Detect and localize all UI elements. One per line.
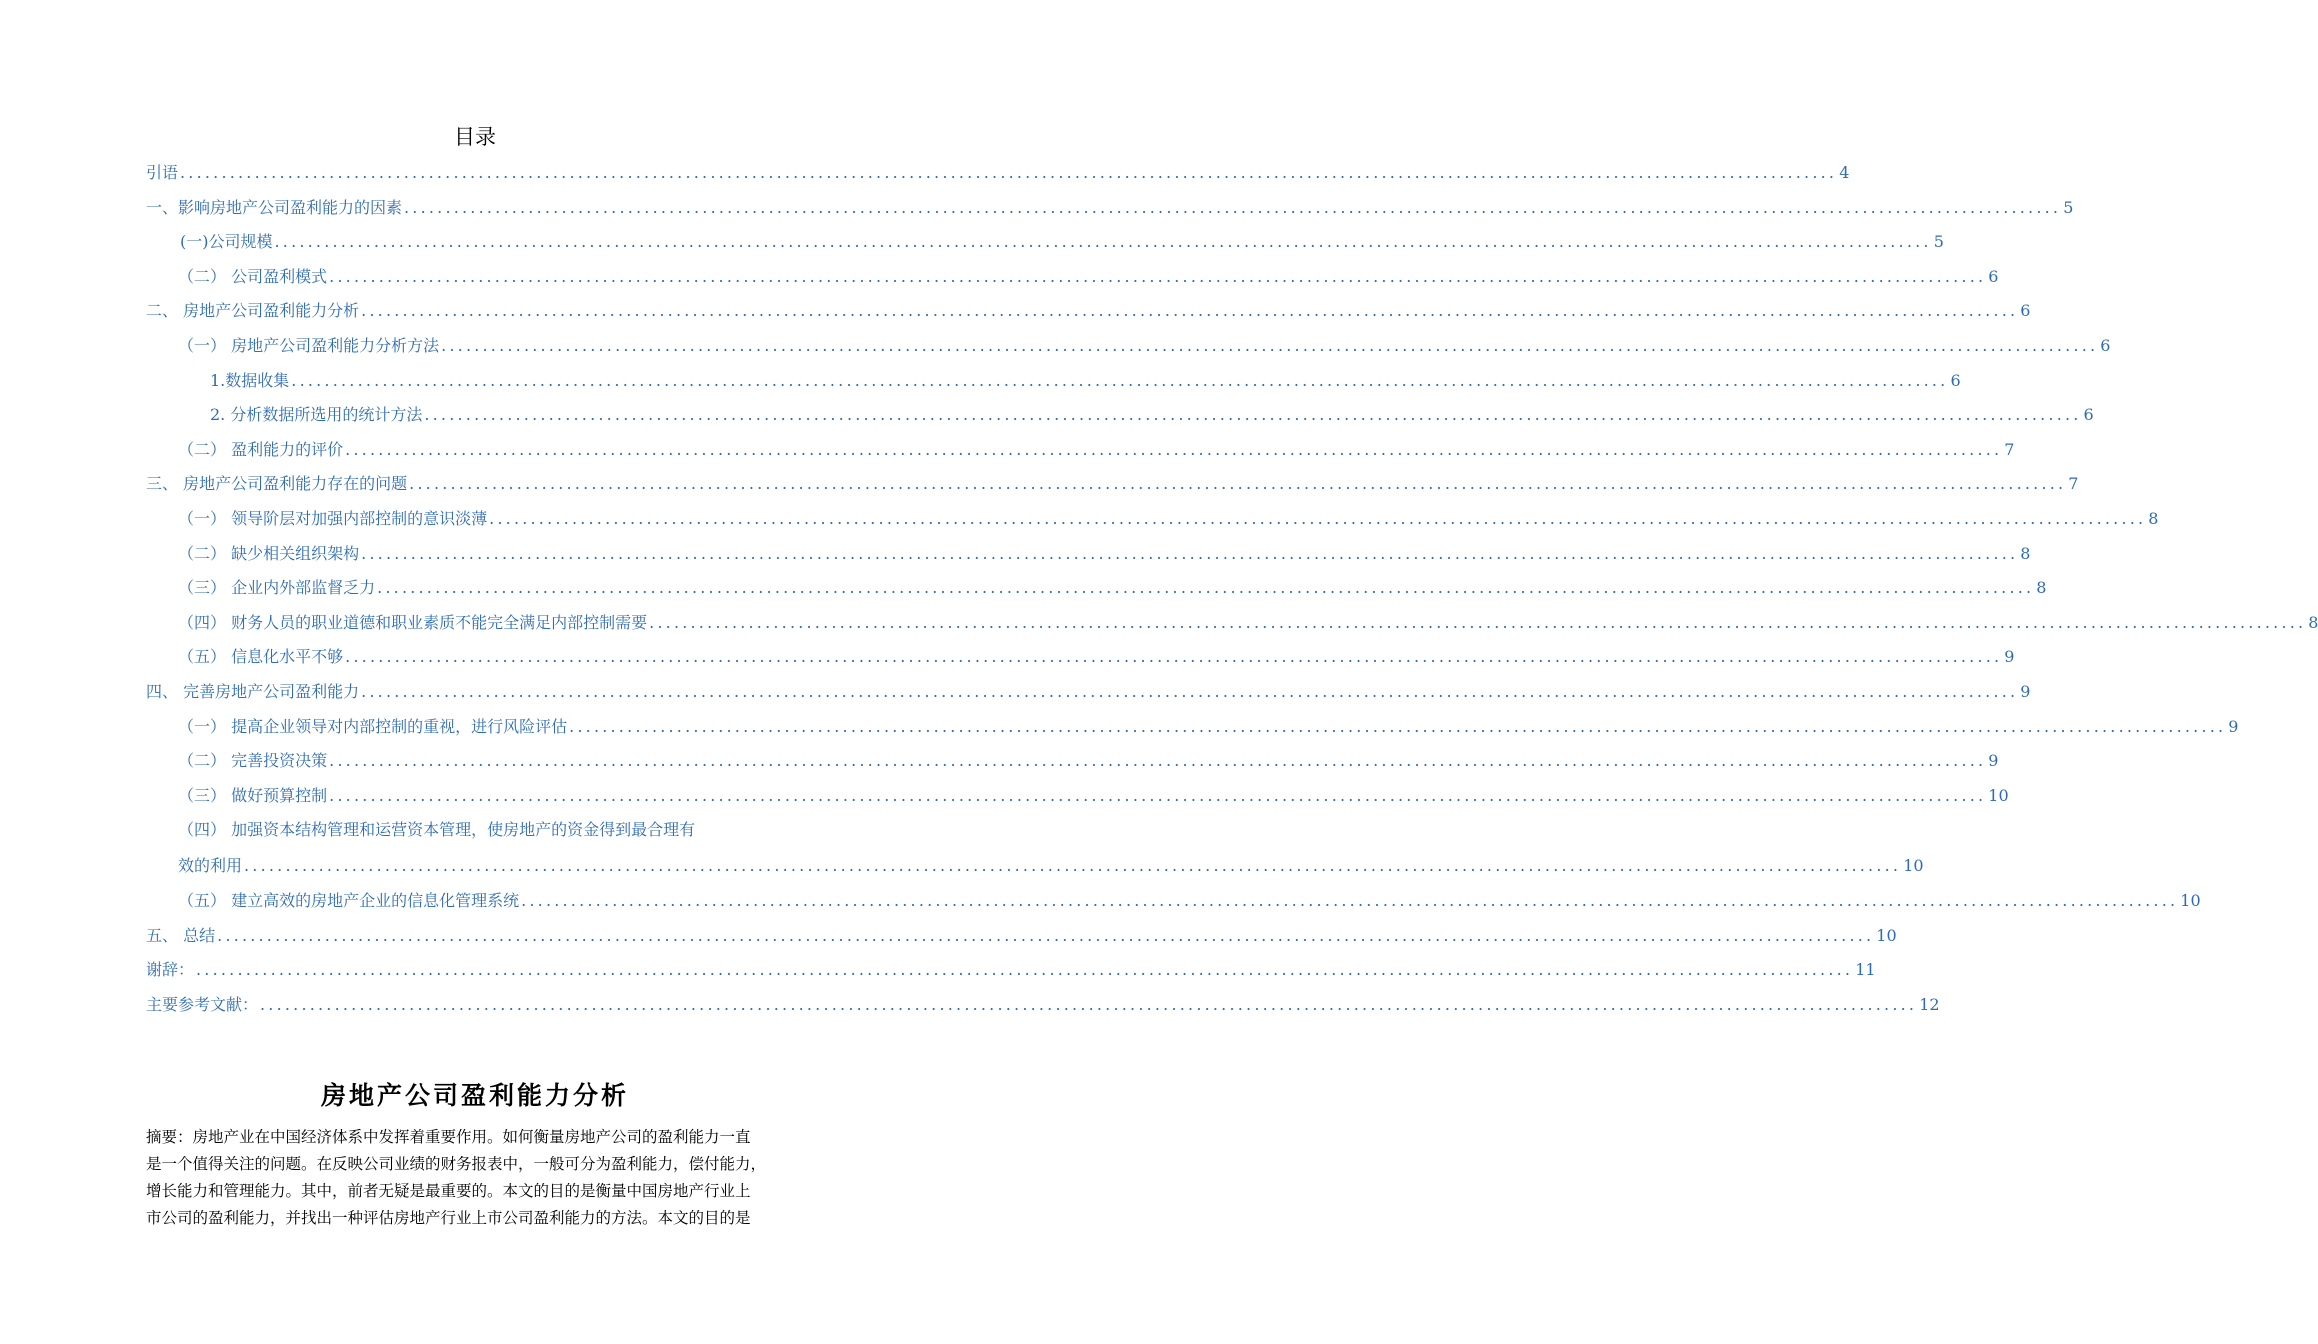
toc-page-number: 6 <box>2100 336 2111 355</box>
toc-entry[interactable] <box>178 506 2159 534</box>
toc-page-number: 9 <box>1988 751 1999 771</box>
toc-entry-text: （一） 房地产公司盈利能力分析方法 <box>178 336 440 355</box>
toc-dot-leader: ........................................................................................................................................................................................................ <box>180 163 1838 182</box>
toc-entry-text: （一） 提高企业领导对内部控制的重视，进行风险评估 <box>178 716 568 736</box>
toc-entry[interactable] <box>178 714 2239 742</box>
toc-dot-leader: ........................................................................................................................................................................................................ <box>345 647 2003 667</box>
toc-entry[interactable] <box>146 298 2031 326</box>
toc-entry[interactable] <box>178 783 2009 811</box>
toc-entry-text: 五、 总结 <box>146 925 216 945</box>
toc-entry[interactable] <box>178 817 808 845</box>
toc-page-number: 8 <box>2308 612 2318 632</box>
toc-dot-leader: ........................................................................................................................................................................................................ <box>569 716 2227 736</box>
toc-entry[interactable] <box>210 402 2094 430</box>
toc-entry[interactable] <box>146 992 1940 1020</box>
toc-entry[interactable] <box>178 748 1999 776</box>
toc-dot-leader: ........................................................................................................................................................................................................ <box>244 856 1902 876</box>
toc-entry-text: 一、影响房地产公司盈利能力的因素 <box>146 197 403 217</box>
toc-page-number: 9 <box>2020 682 2031 701</box>
toc-page-number: 10 <box>2180 891 2201 910</box>
document-title: 房地产公司盈利能力分析 <box>320 1081 629 1110</box>
toc-entry-text: 三、 房地产公司盈利能力存在的问题 <box>146 474 408 494</box>
toc-entry[interactable] <box>146 923 1897 951</box>
toc-entry[interactable] <box>178 264 1999 292</box>
toc-entry[interactable] <box>178 541 2031 569</box>
toc-title: 目录 <box>454 125 496 149</box>
toc-entry[interactable] <box>146 471 2079 499</box>
abstract <box>146 1124 808 1232</box>
toc-entry-text: 效的利用 <box>178 856 243 876</box>
toc-page-number: 4 <box>1839 163 1850 182</box>
toc-dot-leader: ........................................................................................................................................................................................................ <box>409 474 2067 494</box>
toc-entry[interactable] <box>178 610 2318 638</box>
abstract-line: 市公司的盈利能力，并找出一种评估房地产行业上市公司盈利能力的方法。本文的目的是 <box>146 1209 751 1227</box>
toc-entry-text: 谢辞： <box>146 960 195 980</box>
toc-page-number: 6 <box>2020 301 2031 321</box>
toc-page-number: 10 <box>1876 925 1897 945</box>
toc-page-number: 10 <box>1903 856 1924 876</box>
toc-dot-leader: ........................................................................................................................................................................................................ <box>361 301 2019 321</box>
toc-entry[interactable] <box>178 437 2015 465</box>
toc-entry-text: （三） 做好预算控制 <box>178 785 328 805</box>
toc-dot-leader: ........................................................................................................................................................................................................ <box>260 994 1918 1014</box>
abstract-line: 摘要：房地产业在中国经济体系中发挥着重要作用。如何衡量房地产公司的盈利能力一直 <box>146 1128 751 1146</box>
toc-page-number: 9 <box>2004 647 2015 667</box>
toc-entry-text: （二） 公司盈利模式 <box>178 266 328 286</box>
toc-entry[interactable] <box>146 679 2031 707</box>
toc-dot-leader: ........................................................................................................................................................................................................ <box>424 405 2082 425</box>
abstract-line: 是一个值得关注的问题。在反映公司业绩的财务报表中，一般可分为盈利能力，偿付能力， <box>146 1155 767 1173</box>
toc-page-number: 6 <box>2083 405 2094 425</box>
toc-dot-leader: ........................................................................................................................................................................................................ <box>361 543 2019 563</box>
toc-page-number: 5 <box>2063 197 2074 217</box>
toc-entry-text: 二、 房地产公司盈利能力分析 <box>146 301 360 321</box>
toc-page-number: 10 <box>1988 785 2009 805</box>
toc-entry-text: （一） 领导阶层对加强内部控制的意识淡薄 <box>178 509 488 528</box>
toc-entry[interactable] <box>146 195 2074 223</box>
toc-entry[interactable] <box>146 160 1850 188</box>
toc-dot-leader: ........................................................................................................................................................................................................ <box>404 197 2062 217</box>
toc-dot-leader: ........................................................................................................................................................................................................ <box>345 439 2003 459</box>
toc-dot-leader: ........................................................................................................................................................................................................ <box>329 751 1987 771</box>
toc-entry-text: （五） 建立高效的房地产企业的信息化管理系统 <box>178 891 520 910</box>
toc-dot-leader: ........................................................................................................................................................................................................ <box>291 370 1949 390</box>
toc-entry[interactable] <box>146 957 1876 985</box>
toc-dot-leader: ........................................................................................................................................................................................................ <box>196 960 1854 980</box>
toc-dot-leader: ........................................................................................................................................................................................................ <box>489 509 2147 528</box>
toc-page-number: 7 <box>2004 439 2015 459</box>
toc-entry-text: （三） 企业内外部监督乏力 <box>178 578 376 598</box>
toc-entry-text: （五） 信息化水平不够 <box>178 647 344 667</box>
toc-entry-text: （二） 盈利能力的评价 <box>178 439 344 459</box>
toc-page-number: 11 <box>1855 960 1876 980</box>
toc-page-number: 9 <box>2228 716 2239 736</box>
toc-entry-text: 2. 分析数据所选用的统计方法 <box>210 405 423 425</box>
toc-dot-leader: ........................................................................................................................................................................................................ <box>217 925 1875 945</box>
toc-page-number: 6 <box>1988 266 1999 286</box>
toc-entry-text: （二） 完善投资决策 <box>178 751 328 771</box>
toc-entry[interactable] <box>210 368 1961 396</box>
toc-entry-text: 主要参考文献： <box>146 994 259 1014</box>
toc-page-number: 8 <box>2036 578 2047 598</box>
toc-dot-leader: ........................................................................................................................................................................................................ <box>649 612 2307 632</box>
toc-page-number: 5 <box>1933 232 1944 252</box>
toc-dot-leader: ........................................................................................................................................................................................................ <box>521 891 2179 910</box>
toc-dot-leader: ........................................................................................................................................................................................................ <box>329 785 1987 805</box>
toc-dot-leader: ........................................................................................................................................................................................................ <box>329 266 1987 286</box>
toc-page-number: 8 <box>2020 543 2031 563</box>
toc-entry-text: （四） 财务人员的职业道德和职业素质不能完全满足内部控制需要 <box>178 612 648 632</box>
toc-entry-text: （二） 缺少相关组织架构 <box>178 543 360 563</box>
toc-page-number: 12 <box>1919 994 1940 1014</box>
toc-entry[interactable] <box>180 229 1944 257</box>
toc-entry-text: (一)公司规模 <box>180 232 273 252</box>
toc-entry-text: 1.数据收集 <box>210 370 290 390</box>
toc-page-number: 7 <box>2068 474 2079 494</box>
toc-page-number: 8 <box>2148 509 2159 528</box>
toc-dot-leader: ........................................................................................................................................................................................................ <box>361 682 2019 701</box>
toc-entry-text: 四、 完善房地产公司盈利能力 <box>146 682 360 701</box>
toc-entry[interactable] <box>178 644 2015 672</box>
toc-dot-leader: ........................................................................................................................................................................................................ <box>377 578 2035 598</box>
toc-dot-leader: ........................................................................................................................................................................................................ <box>441 336 2099 355</box>
toc-entry[interactable] <box>178 888 2201 916</box>
toc-entry[interactable] <box>178 575 2047 603</box>
abstract-line: 增长能力和管理能力。其中，前者无疑是最重要的。本文的目的是衡量中国房地产行业上 <box>146 1182 751 1200</box>
toc-entry[interactable] <box>178 853 1924 881</box>
toc-entry-text: （四） 加强资本结构管理和运营资本管理，使房地产的资金得到最合理有 <box>178 820 696 840</box>
toc-page-number: 6 <box>1950 370 1961 390</box>
toc-entry-text: 引语 <box>146 163 179 182</box>
toc-dot-leader: ........................................................................................................................................................................................................ <box>274 232 1932 252</box>
toc-entry[interactable] <box>178 333 2111 361</box>
